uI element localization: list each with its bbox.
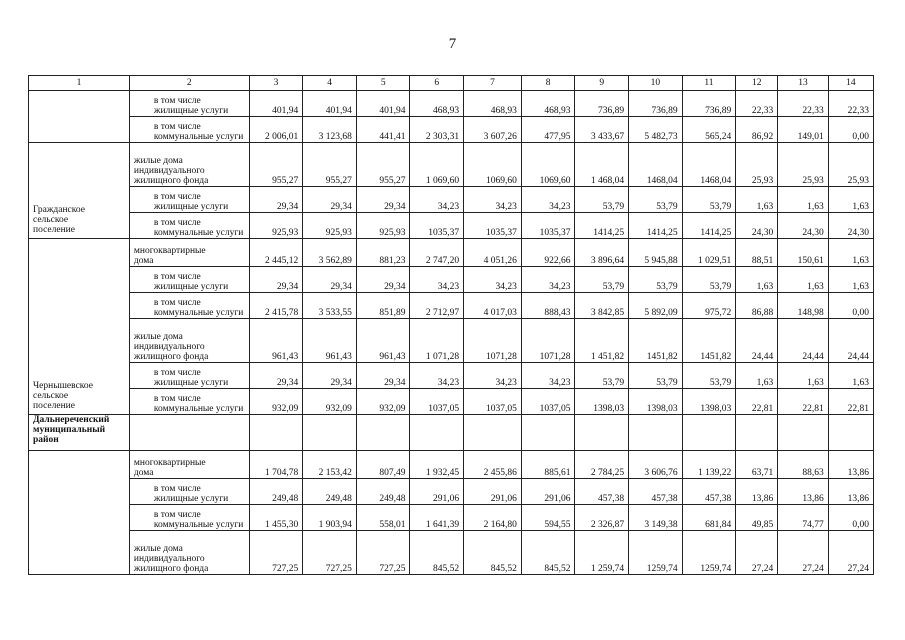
service-category [129, 531, 249, 575]
value-cell: 24,44 [778, 319, 828, 363]
service-category [129, 187, 249, 213]
page-number: 7 [448, 36, 457, 52]
value-cell: 1035,37 [521, 213, 575, 239]
service-category-line: индивидуального [133, 342, 205, 352]
column-number: 4 [303, 76, 357, 91]
empty-cell [521, 415, 575, 451]
value-cell: 2 784,25 [575, 451, 629, 479]
value-cell: 29,34 [356, 187, 410, 213]
value-cell: 22,81 [736, 389, 778, 415]
empty-cell [303, 415, 357, 451]
value-cell: 932,09 [356, 389, 410, 415]
value-cell: 1,63 [736, 363, 778, 389]
service-category-line: жилищного фонда [133, 176, 209, 186]
empty-cell [828, 415, 873, 451]
service-category-line: многоквартирные [133, 458, 206, 468]
area-cell-empty [29, 451, 130, 575]
service-category-line: в том числе [153, 96, 201, 106]
value-cell: 34,23 [464, 267, 522, 293]
value-cell: 34,23 [521, 267, 575, 293]
value-cell: 24,44 [828, 319, 873, 363]
value-cell: 1 903,94 [303, 505, 357, 531]
value-cell: 1071,28 [521, 319, 575, 363]
value-cell: 150,61 [778, 239, 828, 267]
value-cell: 1259,74 [629, 531, 683, 575]
value-cell: 34,23 [521, 187, 575, 213]
value-cell: 34,23 [521, 363, 575, 389]
value-cell: 1,63 [828, 239, 873, 267]
value-cell: 1 071,28 [410, 319, 464, 363]
value-cell: 22,33 [778, 91, 828, 117]
service-category-line: в том числе [153, 298, 201, 308]
value-cell: 885,61 [521, 451, 575, 479]
service-category-line: коммунальные услуги [153, 228, 244, 238]
value-cell: 468,93 [410, 91, 464, 117]
empty-cell [736, 415, 778, 451]
value-cell: 34,23 [410, 267, 464, 293]
table-row [29, 505, 874, 531]
value-cell: 727,25 [356, 531, 410, 575]
value-cell: 24,30 [736, 213, 778, 239]
service-category-line: в том числе [153, 218, 201, 228]
service-category [129, 389, 249, 415]
value-cell: 457,38 [682, 479, 736, 505]
column-number: 11 [682, 76, 736, 91]
value-cell: 29,34 [356, 267, 410, 293]
value-cell: 961,43 [303, 319, 357, 363]
table-row [29, 117, 874, 143]
value-cell: 0,00 [828, 505, 873, 531]
service-category-line: индивидуального [133, 554, 205, 564]
value-cell: 457,38 [629, 479, 683, 505]
empty-cell [575, 415, 629, 451]
service-category-line: коммунальные услуги [153, 132, 244, 142]
value-cell: 29,34 [303, 267, 357, 293]
value-cell: 2 153,42 [303, 451, 357, 479]
value-cell: 88,63 [778, 451, 828, 479]
value-cell: 594,55 [521, 505, 575, 531]
value-cell: 565,24 [682, 117, 736, 143]
value-cell: 1,63 [778, 267, 828, 293]
table-row [29, 319, 874, 363]
empty-cell [464, 415, 522, 451]
value-cell: 24,30 [778, 213, 828, 239]
service-category-line: жилищные услуги [153, 282, 229, 292]
value-cell: 1 029,51 [682, 239, 736, 267]
value-cell: 955,27 [356, 143, 410, 187]
value-cell: 1,63 [778, 363, 828, 389]
table-row [29, 389, 874, 415]
column-number: 14 [828, 76, 873, 91]
service-category-line: в том числе [153, 272, 201, 282]
area-label-line: Дальнереченский [33, 415, 110, 425]
value-cell: 2 326,87 [575, 505, 629, 531]
value-cell: 249,48 [303, 479, 357, 505]
value-cell: 3 562,89 [303, 239, 357, 267]
service-category-line: жилые дома [133, 156, 183, 166]
district-header-row [29, 415, 874, 451]
value-cell: 1069,60 [464, 143, 522, 187]
value-cell: 5 892,09 [629, 293, 683, 319]
value-cell: 5 945,88 [629, 239, 683, 267]
value-cell: 845,52 [521, 531, 575, 575]
area-label-line: Чернышевское [33, 381, 94, 391]
value-cell: 3 896,64 [575, 239, 629, 267]
value-cell: 681,84 [682, 505, 736, 531]
value-cell: 1398,03 [575, 389, 629, 415]
tariff-table [28, 75, 874, 575]
service-category-line: жилищного фонда [133, 352, 209, 362]
area-name-chernyshevskoe [29, 239, 130, 415]
value-cell: 3 842,85 [575, 293, 629, 319]
value-cell: 53,79 [682, 187, 736, 213]
area-name-grazhdanskoe [29, 143, 130, 239]
value-cell: 24,44 [736, 319, 778, 363]
area-cell-empty [29, 91, 130, 143]
service-category [129, 479, 249, 505]
service-category [129, 451, 249, 479]
value-cell: 1037,05 [464, 389, 522, 415]
value-cell: 88,51 [736, 239, 778, 267]
service-category-line: дома [133, 256, 154, 266]
value-cell: 888,43 [521, 293, 575, 319]
value-cell: 86,92 [736, 117, 778, 143]
value-cell: 807,49 [356, 451, 410, 479]
service-category-line: жилищные услуги [153, 106, 229, 116]
value-cell: 736,89 [682, 91, 736, 117]
area-label-line: сельское [33, 215, 69, 225]
value-cell: 13,86 [778, 479, 828, 505]
value-cell: 3 533,55 [303, 293, 357, 319]
table-row [29, 479, 874, 505]
empty-cell [129, 415, 249, 451]
table-row [29, 213, 874, 239]
value-cell: 955,27 [303, 143, 357, 187]
service-category [129, 293, 249, 319]
value-cell: 74,77 [778, 505, 828, 531]
value-cell: 29,34 [249, 363, 303, 389]
service-category [129, 319, 249, 363]
service-category [129, 91, 249, 117]
value-cell: 1,63 [828, 363, 873, 389]
service-category-line: жилые дома [133, 332, 183, 342]
value-cell: 53,79 [629, 363, 683, 389]
value-cell: 468,93 [521, 91, 575, 117]
value-cell: 34,23 [410, 187, 464, 213]
value-cell: 2 164,80 [464, 505, 522, 531]
column-number: 7 [464, 76, 522, 91]
area-label-line: поселение [33, 401, 75, 411]
value-cell: 29,34 [249, 187, 303, 213]
column-number: 10 [629, 76, 683, 91]
value-cell: 1037,05 [410, 389, 464, 415]
value-cell: 2 303,31 [410, 117, 464, 143]
value-cell: 1414,25 [682, 213, 736, 239]
value-cell: 0,00 [828, 293, 873, 319]
table-row [29, 239, 874, 267]
value-cell: 1 455,30 [249, 505, 303, 531]
value-cell: 468,93 [464, 91, 522, 117]
service-category [129, 505, 249, 531]
value-cell: 1451,82 [682, 319, 736, 363]
value-cell: 1 704,78 [249, 451, 303, 479]
value-cell: 34,23 [464, 187, 522, 213]
service-category-line: в том числе [153, 510, 201, 520]
service-category-line: жилищного фонда [133, 564, 209, 574]
service-category-line: в том числе [153, 192, 201, 202]
table-row [29, 531, 874, 575]
column-number-row [29, 76, 874, 91]
service-category [129, 143, 249, 187]
column-number: 13 [778, 76, 828, 91]
value-cell: 736,89 [629, 91, 683, 117]
value-cell: 3 123,68 [303, 117, 357, 143]
value-cell: 1451,82 [629, 319, 683, 363]
value-cell: 1069,60 [521, 143, 575, 187]
service-category-line: коммунальные услуги [153, 308, 244, 318]
value-cell: 1398,03 [682, 389, 736, 415]
service-category-line: многоквартирные [133, 246, 206, 256]
value-cell: 1,63 [828, 267, 873, 293]
value-cell: 1,63 [778, 187, 828, 213]
service-category [129, 267, 249, 293]
value-cell: 457,38 [575, 479, 629, 505]
service-category [129, 239, 249, 267]
value-cell: 1071,28 [464, 319, 522, 363]
value-cell: 1 139,22 [682, 451, 736, 479]
value-cell: 1 259,74 [575, 531, 629, 575]
value-cell: 1398,03 [629, 389, 683, 415]
value-cell: 3 606,76 [629, 451, 683, 479]
value-cell: 34,23 [410, 363, 464, 389]
service-category-line: коммунальные услуги [153, 520, 244, 530]
value-cell: 53,79 [575, 363, 629, 389]
value-cell: 29,34 [356, 363, 410, 389]
area-label-line: Гражданское [33, 205, 85, 215]
area-label-line: район [33, 435, 59, 445]
value-cell: 3 149,38 [629, 505, 683, 531]
value-cell: 955,27 [249, 143, 303, 187]
table-body [29, 76, 874, 575]
column-number: 8 [521, 76, 575, 91]
table-row [29, 187, 874, 213]
table-row [29, 143, 874, 187]
value-cell: 53,79 [629, 267, 683, 293]
column-number: 2 [129, 76, 249, 91]
value-cell: 24,30 [828, 213, 873, 239]
service-category [129, 363, 249, 389]
service-category [129, 213, 249, 239]
value-cell: 2 415,78 [249, 293, 303, 319]
value-cell: 13,86 [736, 479, 778, 505]
table-row [29, 451, 874, 479]
service-category-line: жилые дома [133, 544, 183, 554]
empty-cell [682, 415, 736, 451]
service-category-line: жилищные услуги [153, 494, 229, 504]
value-cell: 1 641,39 [410, 505, 464, 531]
area-label-line: сельское [33, 391, 69, 401]
value-cell: 291,06 [464, 479, 522, 505]
value-cell: 736,89 [575, 91, 629, 117]
value-cell: 5 482,73 [629, 117, 683, 143]
value-cell: 1035,37 [410, 213, 464, 239]
value-cell: 63,71 [736, 451, 778, 479]
value-cell: 932,09 [249, 389, 303, 415]
value-cell: 1,63 [828, 187, 873, 213]
value-cell: 27,24 [736, 531, 778, 575]
value-cell: 1 069,60 [410, 143, 464, 187]
value-cell: 851,89 [356, 293, 410, 319]
value-cell: 25,93 [828, 143, 873, 187]
column-number: 5 [356, 76, 410, 91]
table-row [29, 363, 874, 389]
service-category-line: индивидуального [133, 166, 205, 176]
value-cell: 0,00 [828, 117, 873, 143]
value-cell: 27,24 [828, 531, 873, 575]
value-cell: 22,33 [736, 91, 778, 117]
value-cell: 925,93 [303, 213, 357, 239]
empty-cell [629, 415, 683, 451]
value-cell: 1,63 [736, 187, 778, 213]
value-cell: 291,06 [521, 479, 575, 505]
value-cell: 401,94 [303, 91, 357, 117]
service-category-line: жилищные услуги [153, 202, 229, 212]
service-category [129, 117, 249, 143]
value-cell: 845,52 [410, 531, 464, 575]
value-cell: 1259,74 [682, 531, 736, 575]
value-cell: 53,79 [575, 267, 629, 293]
service-category-line: в том числе [153, 394, 201, 404]
value-cell: 727,25 [249, 531, 303, 575]
area-label-line: поселение [33, 225, 75, 235]
value-cell: 27,24 [778, 531, 828, 575]
value-cell: 49,85 [736, 505, 778, 531]
service-category-line: в том числе [153, 484, 201, 494]
table-row [29, 267, 874, 293]
value-cell: 13,86 [828, 451, 873, 479]
value-cell: 86,88 [736, 293, 778, 319]
value-cell: 13,86 [828, 479, 873, 505]
value-cell: 4 017,03 [464, 293, 522, 319]
area-label-line: муниципальный [33, 425, 106, 435]
empty-cell [410, 415, 464, 451]
empty-cell [356, 415, 410, 451]
value-cell: 1414,25 [629, 213, 683, 239]
empty-cell [778, 415, 828, 451]
value-cell: 25,93 [736, 143, 778, 187]
service-category-line: в том числе [153, 122, 201, 132]
value-cell: 401,94 [249, 91, 303, 117]
value-cell: 22,81 [828, 389, 873, 415]
value-cell: 2 455,86 [464, 451, 522, 479]
value-cell: 925,93 [249, 213, 303, 239]
value-cell: 148,98 [778, 293, 828, 319]
value-cell: 249,48 [249, 479, 303, 505]
value-cell: 1037,05 [521, 389, 575, 415]
value-cell: 1 451,82 [575, 319, 629, 363]
value-cell: 1 468,04 [575, 143, 629, 187]
value-cell: 961,43 [356, 319, 410, 363]
area-name-dalnerechensky [29, 415, 130, 451]
column-number: 3 [249, 76, 303, 91]
value-cell: 22,81 [778, 389, 828, 415]
value-cell: 1,63 [736, 267, 778, 293]
value-cell: 29,34 [303, 363, 357, 389]
value-cell: 53,79 [575, 187, 629, 213]
value-cell: 25,93 [778, 143, 828, 187]
service-category-line: коммунальные услуги [153, 404, 244, 414]
value-cell: 1035,37 [464, 213, 522, 239]
value-cell: 3 433,67 [575, 117, 629, 143]
value-cell: 925,93 [356, 213, 410, 239]
value-cell: 53,79 [682, 363, 736, 389]
value-cell: 727,25 [303, 531, 357, 575]
empty-cell [249, 415, 303, 451]
value-cell: 4 051,26 [464, 239, 522, 267]
value-cell: 1468,04 [629, 143, 683, 187]
column-number: 6 [410, 76, 464, 91]
value-cell: 249,48 [356, 479, 410, 505]
value-cell: 1468,04 [682, 143, 736, 187]
value-cell: 53,79 [682, 267, 736, 293]
value-cell: 1414,25 [575, 213, 629, 239]
value-cell: 2 712,97 [410, 293, 464, 319]
value-cell: 558,01 [356, 505, 410, 531]
column-number: 9 [575, 76, 629, 91]
value-cell: 1 932,45 [410, 451, 464, 479]
value-cell: 932,09 [303, 389, 357, 415]
table-row [29, 293, 874, 319]
value-cell: 477,95 [521, 117, 575, 143]
value-cell: 881,23 [356, 239, 410, 267]
value-cell: 2 747,20 [410, 239, 464, 267]
value-cell: 291,06 [410, 479, 464, 505]
value-cell: 3 607,26 [464, 117, 522, 143]
value-cell: 149,01 [778, 117, 828, 143]
value-cell: 22,33 [828, 91, 873, 117]
value-cell: 441,41 [356, 117, 410, 143]
value-cell: 34,23 [464, 363, 522, 389]
service-category-line: жилищные услуги [153, 378, 229, 388]
value-cell: 975,72 [682, 293, 736, 319]
value-cell: 845,52 [464, 531, 522, 575]
service-category-line: дома [133, 468, 154, 478]
column-number: 12 [736, 76, 778, 91]
value-cell: 29,34 [249, 267, 303, 293]
value-cell: 2 006,01 [249, 117, 303, 143]
value-cell: 961,43 [249, 319, 303, 363]
column-number: 1 [29, 76, 130, 91]
value-cell: 922,66 [521, 239, 575, 267]
value-cell: 401,94 [356, 91, 410, 117]
value-cell: 29,34 [303, 187, 357, 213]
value-cell: 53,79 [629, 187, 683, 213]
service-category-line: в том числе [153, 368, 201, 378]
value-cell: 2 445,12 [249, 239, 303, 267]
table-row [29, 91, 874, 117]
